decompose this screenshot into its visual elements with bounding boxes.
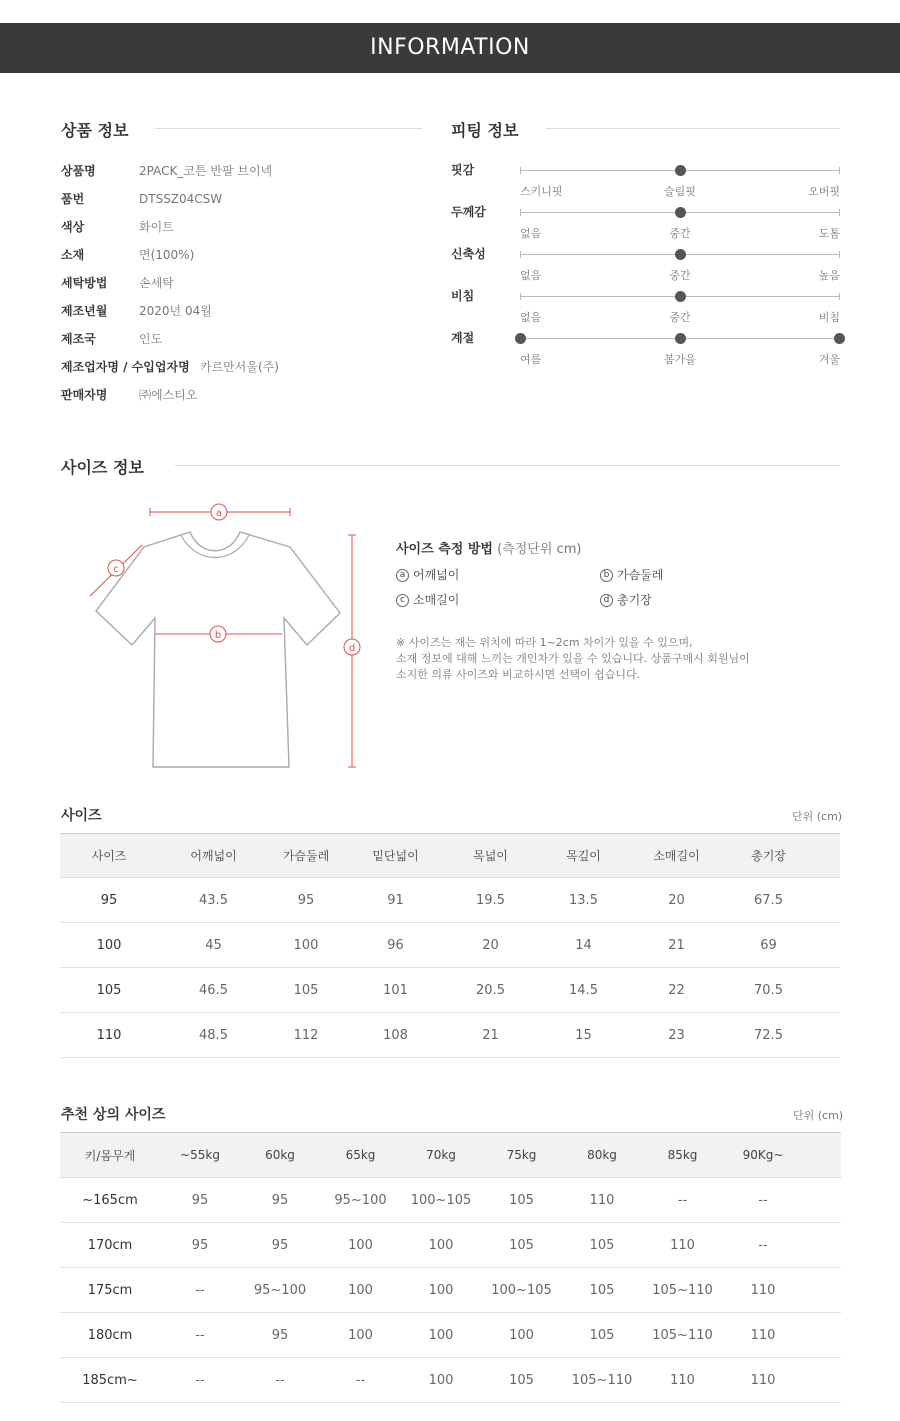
table-cell-filler: [818, 968, 840, 1013]
table-header-cell: ~55kg: [160, 1133, 240, 1178]
table-cell: 100: [401, 1358, 481, 1403]
table-cell: 105: [60, 968, 158, 1013]
table-cell: 95: [240, 1178, 320, 1223]
fitting-info-divider: [546, 128, 840, 129]
fitting-selected-dot: [834, 333, 845, 344]
table-header-cell: 80kg: [562, 1133, 642, 1178]
fitting-tick: [839, 293, 840, 300]
fitting-option-label: 중간: [669, 311, 691, 324]
product-info-value: 2020년 04월: [139, 304, 212, 318]
fitting-option-label: 없음: [520, 227, 542, 240]
measure-method-unit: (측정단위 cm): [497, 542, 582, 557]
table-cell-filler: [803, 1268, 841, 1313]
table-cell: 105: [269, 968, 343, 1013]
table-cell: 96: [343, 923, 448, 968]
measure-label-a: a: [215, 508, 223, 519]
table-cell: 110: [642, 1223, 723, 1268]
table-cell: 95: [240, 1223, 320, 1268]
table-header-cell: 70kg: [401, 1133, 481, 1178]
table-cell: 22: [634, 968, 719, 1013]
table-cell-filler: [818, 923, 840, 968]
fitting-scale: [520, 338, 840, 366]
table-header-cell: 소매길이: [634, 834, 719, 878]
product-info-value: 화이트: [139, 220, 174, 234]
measure-mark-circle: c: [396, 594, 409, 607]
table-header-cell: 키/몸무게: [60, 1133, 160, 1178]
size-info-title: 사이즈 정보: [61, 458, 144, 477]
table-cell: 175cm: [60, 1268, 160, 1313]
product-info-row: [61, 357, 421, 377]
tshirt-diagram: [60, 495, 380, 780]
product-info-value: 손세탁: [139, 276, 174, 290]
table-cell: 20: [634, 878, 719, 923]
fitting-key: 핏감: [451, 163, 475, 177]
fitting-key: 비침: [451, 289, 475, 303]
table-cell: 110: [60, 1013, 158, 1058]
fitting-tick: [520, 167, 521, 174]
table-cell: 112: [269, 1013, 343, 1058]
measure-mark-circle: d: [600, 594, 613, 607]
product-info-value: 카르만서울(주): [200, 360, 279, 374]
table-cell: 20.5: [448, 968, 533, 1013]
product-info-title: 상품 정보: [61, 121, 129, 140]
table-cell: 23: [634, 1013, 719, 1058]
product-info-key: 품번: [61, 192, 85, 206]
product-info-row: [61, 245, 421, 265]
fitting-tick: [839, 167, 840, 174]
fitting-scale: [520, 212, 840, 240]
table-cell: 105: [562, 1313, 642, 1358]
fitting-key: 계절: [451, 331, 475, 345]
fitting-scale: [520, 170, 840, 198]
fitting-selected-dot: [675, 165, 686, 176]
fitting-scale: [520, 296, 840, 324]
rec-table-unit: 단위 (cm): [793, 1109, 844, 1122]
table-cell: 100: [269, 923, 343, 968]
measure-mark-circle: a: [396, 569, 409, 582]
table-cell: --: [160, 1268, 240, 1313]
table-cell: 110: [723, 1268, 803, 1313]
table-row: [60, 968, 840, 1013]
table-cell: 105: [562, 1268, 642, 1313]
table-cell: 95: [160, 1223, 240, 1268]
size-table: [60, 833, 840, 1058]
product-info-key: 상품명: [61, 164, 96, 178]
table-cell: 95: [160, 1178, 240, 1223]
table-header-cell: 밑단넓이: [343, 834, 448, 878]
information-header: INFORMATION: [0, 23, 900, 73]
fitting-info-title: 피팅 정보: [451, 121, 519, 140]
product-info-key: 판매자명: [61, 388, 108, 402]
product-info-key: 색상: [61, 220, 85, 234]
fitting-option-label: 비침: [818, 311, 840, 324]
fitting-selected-dot: [515, 333, 526, 344]
table-cell-filler: [818, 1013, 840, 1058]
table-row: [60, 1313, 841, 1358]
table-row: [60, 1223, 841, 1268]
product-info-key: 세탁방법: [61, 276, 108, 290]
table-cell: 108: [343, 1013, 448, 1058]
table-cell: 105: [481, 1178, 562, 1223]
table-cell: 100: [60, 923, 158, 968]
table-row: [60, 1268, 841, 1313]
table-header-cell: 85kg: [642, 1133, 723, 1178]
fitting-key: 두께감: [451, 205, 486, 219]
fitting-row: [451, 163, 840, 199]
table-cell: 105~110: [562, 1358, 642, 1403]
fitting-option-label: 슬림핏: [664, 185, 696, 198]
table-cell: 19.5: [448, 878, 533, 923]
size-info-divider: [175, 465, 840, 466]
table-cell: 72.5: [719, 1013, 818, 1058]
measure-label-b: b: [214, 630, 222, 641]
fitting-row: [451, 289, 840, 325]
fitting-selected-dot: [675, 291, 686, 302]
product-info-key: 제조국: [61, 332, 96, 346]
measure-method-title: 사이즈 측정 방법: [396, 542, 493, 557]
product-info-value: DTSSZ04CSW: [139, 192, 223, 206]
measure-legend-item: [396, 591, 459, 608]
table-header-cell: 가슴둘레: [269, 834, 343, 878]
product-info-key: 소재: [61, 248, 85, 262]
fitting-option-label: 여름: [520, 353, 542, 366]
fitting-option-label: 중간: [669, 269, 691, 282]
fitting-option-label: 겨울: [818, 353, 840, 366]
table-cell: 48.5: [158, 1013, 269, 1058]
table-cell: 110: [562, 1178, 642, 1223]
table-cell: 100: [481, 1313, 562, 1358]
table-row: [60, 1013, 840, 1058]
size-table-unit: 단위 (cm): [792, 810, 843, 823]
fitting-tick: [520, 251, 521, 258]
fitting-row: [451, 205, 840, 241]
table-cell: 67.5: [719, 878, 818, 923]
fitting-scale: [520, 254, 840, 282]
table-cell: 100~105: [481, 1268, 562, 1313]
table-cell-filler: [818, 878, 840, 923]
table-cell: 100: [401, 1313, 481, 1358]
table-header-cell: 사이즈: [60, 834, 158, 878]
fitting-option-label: 높음: [818, 269, 840, 282]
table-cell: 105: [481, 1358, 562, 1403]
fitting-row: [451, 331, 840, 367]
table-cell: 14.5: [533, 968, 634, 1013]
table-cell: --: [160, 1313, 240, 1358]
fitting-option-label: 도톰: [818, 227, 840, 240]
table-cell: 105~110: [642, 1313, 723, 1358]
measure-legend-item: [600, 591, 652, 608]
table-cell: 100: [401, 1223, 481, 1268]
table-cell-filler: [803, 1358, 841, 1403]
fitting-selected-dot: [675, 249, 686, 260]
table-cell: 13.5: [533, 878, 634, 923]
fitting-tick: [520, 209, 521, 216]
table-cell: 105~110: [642, 1268, 723, 1313]
product-info-value: 인도: [139, 332, 163, 346]
product-info-value: 면(100%): [139, 248, 195, 262]
fitting-selected-dot: [675, 333, 686, 344]
table-cell: 105: [562, 1223, 642, 1268]
size-note-line: 소재 정보에 대해 느끼는 개인차가 있을 수 있습니다. 상품구매시 회원님이: [396, 652, 750, 665]
rec-table-title: 추천 상의 사이즈: [61, 1107, 166, 1123]
fitting-option-label: 없음: [520, 311, 542, 324]
product-info-key: 제조업자명 / 수입업자명: [61, 360, 190, 374]
table-cell: --: [320, 1358, 401, 1403]
table-row: [60, 878, 840, 923]
table-cell: --: [160, 1358, 240, 1403]
table-row: [60, 923, 840, 968]
fitting-option-label: 중간: [669, 227, 691, 240]
fitting-tick: [839, 251, 840, 258]
table-cell: 43.5: [158, 878, 269, 923]
measure-mark-circle: b: [600, 569, 613, 582]
table-header-cell: 75kg: [481, 1133, 562, 1178]
fitting-selected-dot: [675, 207, 686, 218]
product-info-row: [61, 189, 421, 209]
table-cell: 100: [320, 1223, 401, 1268]
fitting-option-label: 스키니핏: [520, 185, 563, 198]
size-table-title: 사이즈: [61, 808, 102, 824]
table-header-cell: 어깨넓이: [158, 834, 269, 878]
tshirt-outline: [96, 532, 340, 767]
table-header-filler: [818, 834, 840, 878]
table-cell: 45: [158, 923, 269, 968]
table-cell: ~165cm: [60, 1178, 160, 1223]
table-cell: 95: [60, 878, 158, 923]
table-header-cell: 목깊이: [533, 834, 634, 878]
table-cell: 170cm: [60, 1223, 160, 1268]
fitting-option-label: 오버핏: [808, 185, 840, 198]
table-cell: 105: [481, 1223, 562, 1268]
table-cell: --: [723, 1223, 803, 1268]
size-note: [396, 635, 836, 683]
fitting-key: 신축성: [451, 247, 486, 261]
product-info-value: ㈜에스티오: [139, 388, 198, 402]
measure-legend-item: [600, 566, 663, 583]
table-header-cell: 총기장: [719, 834, 818, 878]
table-cell: 110: [642, 1358, 723, 1403]
table-header-filler: [803, 1133, 841, 1178]
table-row: [60, 1358, 841, 1403]
table-cell: 21: [448, 1013, 533, 1058]
table-cell: 91: [343, 878, 448, 923]
measure-legend-label: 총기장: [617, 593, 652, 607]
table-cell: 101: [343, 968, 448, 1013]
table-header-cell: 90Kg~: [723, 1133, 803, 1178]
table-header-cell: 목넓이: [448, 834, 533, 878]
table-cell-filler: [803, 1223, 841, 1268]
table-header-cell: 65kg: [320, 1133, 401, 1178]
measure-legend-label: 가슴둘레: [617, 568, 664, 582]
measure-label-d: d: [348, 643, 356, 654]
measure-legend-label: 소매길이: [413, 593, 460, 607]
table-row: [60, 1178, 841, 1223]
product-info-key: 제조년월: [61, 304, 108, 318]
product-info-row: [61, 273, 421, 293]
table-cell: 110: [723, 1313, 803, 1358]
product-info-row: [61, 301, 421, 321]
measure-legend-item: [396, 566, 459, 583]
table-cell: 95~100: [320, 1178, 401, 1223]
product-info-divider: [155, 128, 422, 129]
fitting-option-label: 없음: [520, 269, 542, 282]
size-note-line: ※ 사이즈는 재는 위치에 따라 1~2cm 차이가 있을 수 있으며,: [396, 636, 693, 649]
table-cell: 110: [723, 1358, 803, 1403]
fitting-option-label: 봄가을: [664, 353, 696, 366]
product-info-row: [61, 161, 421, 181]
table-cell: --: [642, 1178, 723, 1223]
table-cell: 70.5: [719, 968, 818, 1013]
measure-label-c: c: [113, 564, 119, 575]
table-cell: 95: [240, 1313, 320, 1358]
table-cell: 20: [448, 923, 533, 968]
table-cell: 14: [533, 923, 634, 968]
table-cell: 100: [320, 1313, 401, 1358]
product-info-row: [61, 217, 421, 237]
fitting-tick: [839, 209, 840, 216]
table-header-cell: 60kg: [240, 1133, 320, 1178]
table-cell: 15: [533, 1013, 634, 1058]
measure-method-heading: [396, 538, 581, 557]
table-cell: 100~105: [401, 1178, 481, 1223]
recommended-size-table: [60, 1132, 841, 1403]
table-cell: 100: [320, 1268, 401, 1313]
fitting-tick: [520, 293, 521, 300]
table-cell: 69: [719, 923, 818, 968]
fitting-row: [451, 247, 840, 283]
product-info-row: [61, 329, 421, 349]
table-cell: 180cm: [60, 1313, 160, 1358]
product-info-value: 2PACK_코튼 반팔 브이넥: [139, 164, 273, 178]
table-cell: 95: [269, 878, 343, 923]
table-cell: 46.5: [158, 968, 269, 1013]
table-cell: 21: [634, 923, 719, 968]
table-cell-filler: [803, 1313, 841, 1358]
table-cell: --: [723, 1178, 803, 1223]
product-info-row: [61, 385, 421, 405]
table-cell: --: [240, 1358, 320, 1403]
table-cell: 185cm~: [60, 1358, 160, 1403]
table-cell-filler: [803, 1178, 841, 1223]
measure-legend-label: 어깨넓이: [413, 568, 460, 582]
size-note-line: 소지한 의류 사이즈와 비교하시면 선택이 쉽습니다.: [396, 668, 641, 681]
table-cell: 95~100: [240, 1268, 320, 1313]
table-cell: 100: [401, 1268, 481, 1313]
